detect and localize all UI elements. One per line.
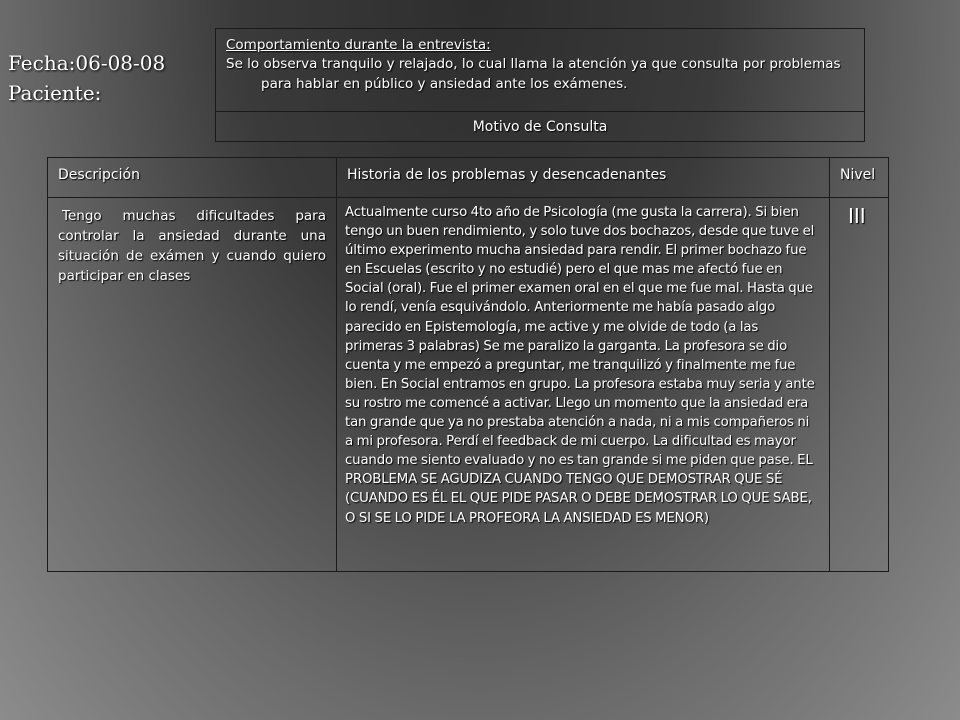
interview-behavior-content	[216, 29, 864, 112]
level-cell: III	[830, 198, 889, 572]
description-text: Tengo muchas dificultades para controlar la ansiedad durante una situación de exámen y cuando quiero participar en clases	[58, 208, 326, 284]
history-cell: Actualmente curso 4to año de Psicología (me gusta la carrera). Si bien tengo un buen rendimiento, y solo tuve dos bochazos, desde que tuve el último experimento mucha ansiedad para rendir. El primer bochazo fue en Escuelas (escrito y no estudié) pero el que mas me afectó fue en Social (oral). Fue el primer examen oral en el que me fue mal. Hasta que lo rendí, venía esquivándolo. Anteriormente me había pasado algo parecido en Epistemología, me active y me olvide de todo (a las primeras 3 palabras) Se me paralizo la garganta. La profesora se dio cuenta y me empezó a preguntar, me tranquilizó y finalmente me fue bien. En Social entramos en grupo. La profesora estaba muy seria y ante su rostro me comencé a activar. Llego un momento que la ansiedad era tan grande que ya no prestaba atención a nada, ni a mis compañeros ni a mi profesora. Perdí el feedback de mi cuerpo. La dificultad es mayor cuando me siento evaluado y no es tan grande si me piden que pase. EL PROBLEMA SE AGUDIZA CUANDO TENGO QUE DEMOSTRAR QUE SÉ (CUANDO ES ÉL EL QUE PIDE PASAR O DEBE DEMOSTRAR LO QUE SABE, O SI SE LO PIDE LA PROFEORA LA ANSIEDAD ES MENOR)	[337, 198, 830, 572]
header-description: Descripción	[48, 158, 337, 198]
table-header-row	[48, 158, 889, 198]
header-block	[8, 48, 165, 108]
description-cell	[48, 198, 337, 572]
header-history: Historia de los problemas y desencadenantes	[337, 158, 830, 198]
problem-history-table	[47, 157, 889, 572]
interview-behavior-text: Se lo observa tranquilo y relajado, lo cual llama la atención ya que consulta por problemas para hablar en público y ansiedad ante los exámenes.	[226, 56, 841, 92]
table-row	[48, 198, 889, 572]
date-line: Fecha:06-08-08	[8, 51, 166, 75]
interview-behavior-title: Comportamiento durante la entrevista:	[226, 37, 491, 53]
interview-behavior-box	[215, 28, 865, 142]
consult-reason-label: Motivo de Consulta	[472, 119, 608, 135]
patient-line: Paciente:	[8, 81, 102, 105]
header-level: Nivel	[830, 158, 889, 198]
